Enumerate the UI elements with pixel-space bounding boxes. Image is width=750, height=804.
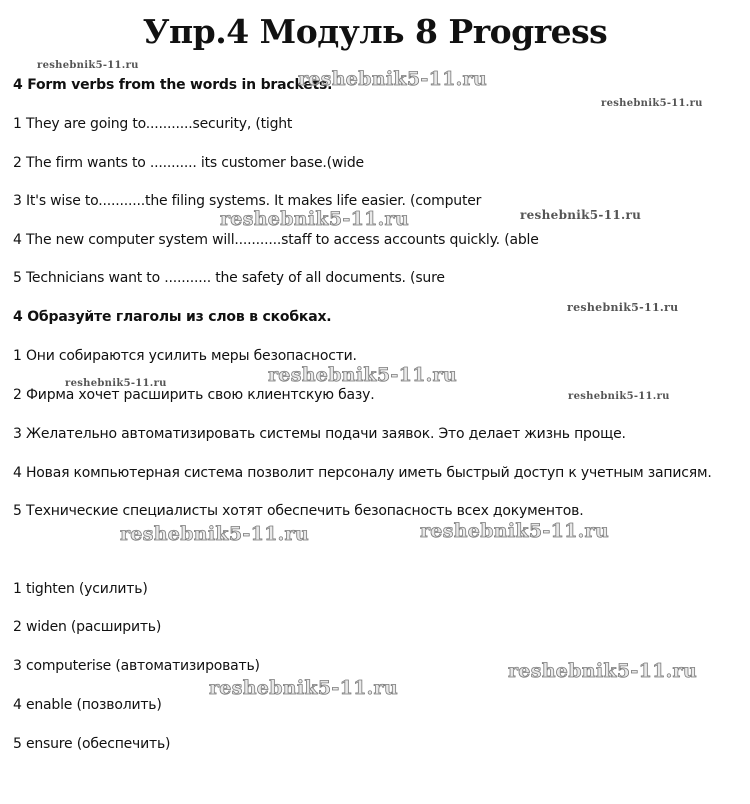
task-ru-item: 3 Желательно автоматизировать системы подачи заявок. Это делает жизнь проще. (13, 426, 626, 442)
task-en-item: 3 It's wise to...........the filing systems. It makes life easier. (computer (13, 193, 482, 209)
task-en-item: 4 The new computer system will...........staff to access accounts quickly. (able (13, 232, 539, 248)
task-ru-item: 4 Новая компьютерная система позволит персоналу иметь быстрый доступ к учетным записям. (13, 465, 712, 481)
watermark: reshebnik5-11.ru (268, 364, 457, 386)
task-en-item: 1 They are going to...........security, (tight (13, 116, 293, 132)
watermark: reshebnik5-11.ru (508, 660, 697, 682)
answer-item: 5 ensure (обеспечить) (13, 736, 171, 752)
answer-item: 2 widen (расширить) (13, 619, 162, 635)
answer-item: 1 tighten (усилить) (13, 581, 148, 597)
watermark: reshebnik5-11.ru (220, 208, 409, 230)
watermark: reshebnik5-11.ru (420, 520, 609, 542)
task-ru-item: 2 Фирма хочет расширить свою клиентскую базу. (13, 387, 375, 403)
task-ru-heading: 4 Образуйте глаголы из слов в скобках. (13, 309, 332, 325)
watermark: reshebnik5-11.ru (298, 68, 487, 90)
watermark: reshebnik5-11.ru (568, 391, 670, 402)
task-en-heading: 4 Form verbs from the words in brackets. (13, 77, 333, 93)
task-ru-item: 5 Технические специалисты хотят обеспечить безопасность всех документов. (13, 503, 584, 519)
page-title: Упр.4 Модуль 8 Progress (142, 12, 608, 51)
task-en-item: 5 Technicians want to ........... the safety of all documents. (sure (13, 270, 445, 286)
watermark: reshebnik5-11.ru (601, 98, 703, 109)
task-ru-item: 1 Они собираются усилить меры безопасности. (13, 348, 357, 364)
watermark: reshebnik5-11.ru (567, 301, 679, 314)
task-en-item: 2 The firm wants to ........... its customer base.(wide (13, 155, 364, 171)
watermark: reshebnik5-11.ru (520, 208, 642, 222)
answer-item: 4 enable (позволить) (13, 697, 162, 713)
watermark: reshebnik5-11.ru (209, 677, 398, 699)
watermark: reshebnik5-11.ru (65, 378, 167, 389)
answer-item: 3 computerise (автоматизировать) (13, 658, 260, 674)
watermark: reshebnik5-11.ru (120, 523, 309, 545)
watermark: reshebnik5-11.ru (37, 60, 139, 71)
